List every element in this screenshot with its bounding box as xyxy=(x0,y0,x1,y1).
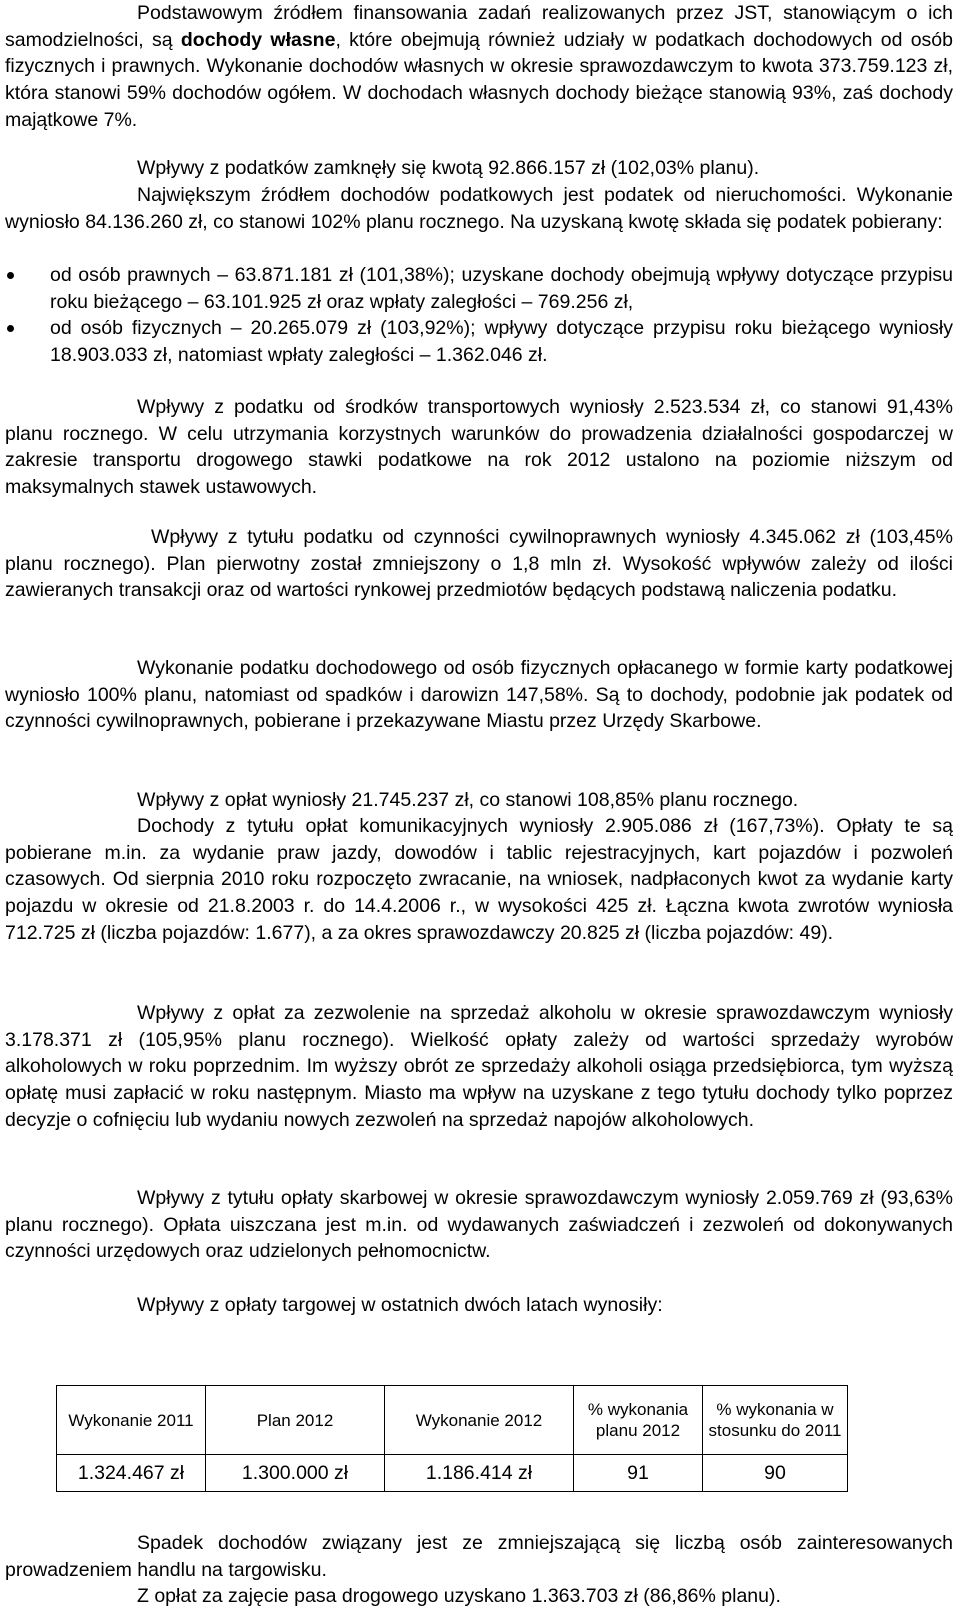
paragraph-own-revenue xyxy=(5,0,953,134)
market-fee-table xyxy=(56,1385,848,1492)
paragraph-income-tax: Wykonanie podatku dochodowego od osób fizycznych opłacanego w formie karty podatkowej wyniosło 100% planu, natomiast od spadków i darowizn 147,58%. Są to dochody, podobnie jak podatek od czynności cywilnoprawnych, pobierane i przekazywane Miastu przez Urzędy Skarbowe. xyxy=(5,657,953,733)
list-item: od osób fizycznych – 20.265.079 zł (103,92%); wpływy dotyczące przypisu roku bieżącego wyniosły 18.903.033 zł, natomiast wpłaty zaległości – 1.362.046 zł. xyxy=(5,315,953,368)
paragraph-market-fee-intro: Wpływy z opłaty targowej w ostatnich dwóch latach wynosiły: xyxy=(137,1294,663,1316)
column-header: Wykonanie 2011 xyxy=(57,1386,206,1455)
table-cell: 1.186.414 zł xyxy=(385,1455,574,1492)
paragraph-transport-tax: Wpływy z podatku od środków transportowych wyniosły 2.523.534 zł, co stanowi 91,43% planu rocznego. W celu utrzymania korzystnych warunków do prowadzenia działalności gospodarczej w zakresie transportu drogowego stawki podatkowe na rok 2012 ustalono na poziomie niższym od maksymalnych stawek ustawowych. xyxy=(5,396,953,499)
paragraph-fees: Wpływy z opłat wyniosły 21.745.237 zł, co stanowi 108,85% planu rocznego. xyxy=(137,789,799,811)
table-header-row xyxy=(57,1386,848,1455)
paragraph-vehicle-fees: Dochody z tytułu opłat komunikacyjnych wyniosły 2.905.086 zł (167,73%). Opłaty te są pobierane m.in. za wydanie praw jazdy, dowodów i tablic rejestracyjnych, kart pojazdów i pozwoleń czasowych. Od sierpnia 2010 roku rozpoczęto zwracanie, na wniosek, nadpłaconych kwot za wydanie karty pojazdu w okresie od 21.8.2003 r. do 14.4.2006 r., w wysokości 425 zł. Łączna kwota zwrotów wyniosła 712.725 zł (liczba pojazdów: 1.677), a za okres sprawozdawczy 20.825 zł (liczba pojazdów: 49). xyxy=(5,815,953,944)
paragraph-property-tax: Największym źródłem dochodów podatkowych jest podatek od nieruchomości. Wykonanie wyniosło 84.136.260 zł, co stanowi 102% planu rocznego. Na uzyskaną kwotę składa się podatek pobierany: xyxy=(5,184,953,233)
table-cell: 91 xyxy=(574,1455,703,1492)
table-cell: 1.324.467 zł xyxy=(57,1455,206,1492)
property-tax-list xyxy=(5,262,953,369)
table-cell: 90 xyxy=(703,1455,848,1492)
text-segment: Podstawowym źródłem finansowania zadań realizowanych przez JST, stanowiącym o ich samodzielności, są xyxy=(5,2,953,51)
paragraph-civil-law-tax: Wpływy z tytułu podatku od czynności cywilnoprawnych wyniosły 4.345.062 zł (103,45% planu rocznego). Plan pierwotny został zmniejszony o 1,8 mln zł. Wysokość wpływów zależy od ilości zawieranych transakcji oraz od wartości rynkowej przedmiotów będących podstawą naliczenia podatku. xyxy=(5,526,953,602)
paragraph-stamp-duty: Wpływy z tytułu opłaty skarbowej w okresie sprawozdawczym wyniosły 2.059.769 zł (93,63% planu rocznego). Opłata uiszczana jest m.in. od wydawanych zaświadczeń i zezwoleń od dokonywanych czynności urzędowych oraz udzielonych pełnomocnictw. xyxy=(5,1187,953,1263)
list-item: od osób prawnych – 63.871.181 zł (101,38%); uzyskane dochody obejmują wpływy dotyczące przypisu roku bieżącego – 63.101.925 zł oraz wpłaty zaległości – 769.256 zł, xyxy=(5,262,953,315)
text-segment: , które obejmują również udziały w podatkach dochodowych od osób fizycznych i prawnych. Wykonanie dochodów własnych w okresie sprawozdawczym to kwota 373.759.123 zł, która stanowi 59% dochodów ogółem. W dochodach własnych dochody bieżące stanowią 93%, zaś dochody majątkowe 7%. xyxy=(5,28,953,131)
column-header: Plan 2012 xyxy=(206,1386,385,1455)
column-header: % wykonania planu 2012 xyxy=(574,1386,703,1455)
table-cell: 1.300.000 zł xyxy=(206,1455,385,1492)
column-header: Wykonanie 2012 xyxy=(385,1386,574,1455)
column-header: % wykonania w stosunku do 2011 xyxy=(703,1386,848,1455)
table-row xyxy=(57,1455,848,1492)
paragraph-road-lane-fee: Z opłat za zajęcie pasa drogowego uzyskano 1.363.703 zł (86,86% planu). xyxy=(137,1585,781,1607)
paragraph-market-decline: Spadek dochodów związany jest ze zmniejszającą się liczbą osób zainteresowanych prowadzeniem handlu na targowisku. xyxy=(5,1532,953,1581)
bold-term: dochody własne xyxy=(180,28,336,51)
paragraph-tax-revenue: Wpływy z podatków zamknęły się kwotą 92.866.157 zł (102,03% planu). xyxy=(137,157,760,179)
paragraph-alcohol-fees: Wpływy z opłat za zezwolenie na sprzedaż alkoholu w okresie sprawozdawczym wyniosły 3.178.371 zł (105,95% planu rocznego). Wielkość opłaty zależy od wartości sprzedaży wyrobów alkoholowych w roku poprzednim. Im wyższy obrót ze sprzedaży alkoholi osiąga przedsiębiorca, tym wyższą opłatę musi zapłacić w roku następnym. Miasto ma wpływ na uzyskane z tego tytułu dochody tylko poprzez decyzje o cofnięciu lub wydaniu nowych zezwoleń na sprzedaż napojów alkoholowych. xyxy=(5,1002,953,1131)
